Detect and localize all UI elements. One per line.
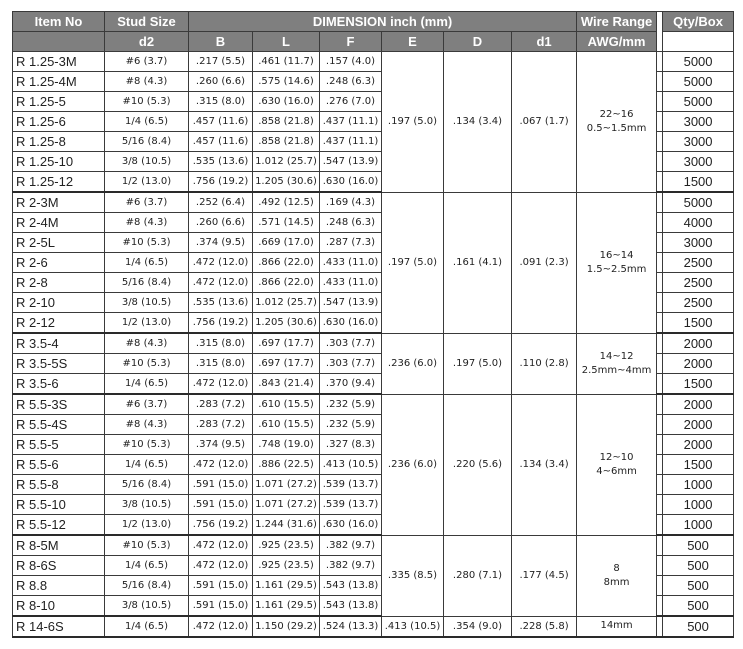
dim-b-cell: .472 (12.0) [189, 556, 253, 576]
table-row [13, 52, 734, 72]
dim-d-cell: .354 (9.0) [444, 616, 512, 637]
wire-range-line: 4~6mm [596, 465, 637, 477]
qty-box-cell: 1000 [663, 475, 734, 495]
dim-l-cell: .843 (21.4) [253, 374, 320, 395]
stud-size-cell: 1/4 (6.5) [105, 556, 189, 576]
dim-f-cell: .547 (13.9) [320, 152, 382, 172]
item-no-cell: R 8-10 [13, 596, 105, 617]
dim-d1-cell: .067 (1.7) [512, 52, 577, 193]
item-no-cell: R 1.25-6 [13, 112, 105, 132]
stud-size-cell: 1/4 (6.5) [105, 616, 189, 637]
dim-l-cell: 1.071 (27.2) [253, 495, 320, 515]
qty-box-cell: 4000 [663, 213, 734, 233]
dim-f-cell: .327 (8.3) [320, 435, 382, 455]
qty-box-cell: 500 [663, 535, 734, 556]
stud-size-cell: 1/4 (6.5) [105, 253, 189, 273]
dim-d1-cell: .177 (4.5) [512, 535, 577, 616]
item-no-cell: R 2-5L [13, 233, 105, 253]
dim-b-cell: .591 (15.0) [189, 576, 253, 596]
header-B: B [189, 32, 253, 52]
stud-size-cell: #10 (5.3) [105, 233, 189, 253]
table-row [13, 333, 734, 354]
qty-box-cell: 1500 [663, 374, 734, 395]
dim-d-cell: .197 (5.0) [444, 333, 512, 394]
item-no-cell: R 1.25-5 [13, 92, 105, 112]
item-no-cell: R 2-6 [13, 253, 105, 273]
dim-b-cell: .472 (12.0) [189, 374, 253, 395]
qty-box-cell: 3000 [663, 233, 734, 253]
dim-b-cell: .374 (9.5) [189, 435, 253, 455]
dim-l-cell: .858 (21.8) [253, 132, 320, 152]
qty-box-cell: 2000 [663, 394, 734, 415]
stud-size-cell: 1/4 (6.5) [105, 112, 189, 132]
header-d1: d1 [512, 32, 577, 52]
stud-size-cell: 1/4 (6.5) [105, 455, 189, 475]
table-row [13, 616, 734, 637]
dim-e-cell: .335 (8.5) [382, 535, 444, 616]
wire-range-line: 14~12 [599, 350, 634, 362]
stud-size-cell: #6 (3.7) [105, 52, 189, 72]
dim-b-cell: .535 (13.6) [189, 293, 253, 313]
header-row-sub [13, 32, 734, 52]
dim-l-cell: 1.205 (30.6) [253, 313, 320, 334]
wire-range-cell [577, 192, 657, 333]
dim-b-cell: .283 (7.2) [189, 415, 253, 435]
dim-b-cell: .591 (15.0) [189, 495, 253, 515]
dim-f-cell: .630 (16.0) [320, 313, 382, 334]
stud-size-cell: 5/16 (8.4) [105, 273, 189, 293]
dim-l-cell: 1.012 (25.7) [253, 293, 320, 313]
header-d2: d2 [105, 32, 189, 52]
dim-e-cell: .236 (6.0) [382, 333, 444, 394]
item-no-cell: R 5.5-3S [13, 394, 105, 415]
dim-b-cell: .472 (12.0) [189, 455, 253, 475]
dim-l-cell: .866 (22.0) [253, 253, 320, 273]
dim-b-cell: .457 (11.6) [189, 132, 253, 152]
header-F: F [320, 32, 382, 52]
dim-f-cell: .382 (9.7) [320, 535, 382, 556]
wire-range-line: 16~14 [599, 249, 634, 261]
stud-size-cell: #10 (5.3) [105, 354, 189, 374]
qty-box-cell: 3000 [663, 152, 734, 172]
dim-b-cell: .756 (19.2) [189, 172, 253, 193]
qty-box-cell: 500 [663, 556, 734, 576]
qty-box-cell: 2500 [663, 253, 734, 273]
wire-range-line: 22~16 [599, 108, 634, 120]
wire-range-cell [577, 394, 657, 535]
stud-size-cell: 1/2 (13.0) [105, 313, 189, 334]
item-no-cell: R 1.25-8 [13, 132, 105, 152]
dim-d1-cell: .110 (2.8) [512, 333, 577, 394]
terminal-spec-table [12, 11, 734, 638]
dim-f-cell: .630 (16.0) [320, 172, 382, 193]
dim-b-cell: .283 (7.2) [189, 394, 253, 415]
dim-f-cell: .169 (4.3) [320, 192, 382, 213]
wire-range-line: 2.5mm~4mm [581, 364, 652, 376]
stud-size-cell: 3/8 (10.5) [105, 596, 189, 617]
item-no-cell: R 5.5-5 [13, 435, 105, 455]
item-no-cell: R 14-6S [13, 616, 105, 637]
dim-l-cell: .748 (19.0) [253, 435, 320, 455]
stud-size-cell: #8 (4.3) [105, 415, 189, 435]
qty-box-cell: 2000 [663, 333, 734, 354]
wire-range-line: 8mm [603, 576, 630, 588]
wire-range-cell [577, 333, 657, 394]
qty-box-cell: 2000 [663, 354, 734, 374]
dim-b-cell: .260 (6.6) [189, 213, 253, 233]
dim-l-cell: 1.071 (27.2) [253, 475, 320, 495]
dim-f-cell: .437 (11.1) [320, 112, 382, 132]
qty-box-cell: 2500 [663, 293, 734, 313]
stud-size-cell: 3/8 (10.5) [105, 495, 189, 515]
item-no-cell: R 2-10 [13, 293, 105, 313]
qty-box-cell: 3000 [663, 132, 734, 152]
dim-l-cell: .492 (12.5) [253, 192, 320, 213]
wire-range-cell [577, 616, 657, 637]
stud-size-cell: 1/2 (13.0) [105, 515, 189, 536]
qty-box-cell: 5000 [663, 192, 734, 213]
dim-d-cell: .161 (4.1) [444, 192, 512, 333]
qty-box-cell: 1500 [663, 172, 734, 193]
dim-b-cell: .756 (19.2) [189, 313, 253, 334]
item-no-cell: R 5.5-4S [13, 415, 105, 435]
dim-f-cell: .539 (13.7) [320, 475, 382, 495]
header-row-main [13, 12, 734, 32]
qty-box-cell: 500 [663, 616, 734, 637]
dim-f-cell: .547 (13.9) [320, 293, 382, 313]
qty-box-cell: 1000 [663, 495, 734, 515]
wire-range-cell [577, 535, 657, 616]
table-row [13, 535, 734, 556]
dim-f-cell: .303 (7.7) [320, 333, 382, 354]
qty-box-cell: 1500 [663, 455, 734, 475]
dim-f-cell: .232 (5.9) [320, 415, 382, 435]
dim-f-cell: .276 (7.0) [320, 92, 382, 112]
header-wire-range: Wire Range [577, 12, 657, 32]
dim-l-cell: .925 (23.5) [253, 535, 320, 556]
header-E: E [382, 32, 444, 52]
header-qty-box: Qty/Box [663, 12, 734, 32]
item-no-cell: R 5.5-6 [13, 455, 105, 475]
dim-b-cell: .315 (8.0) [189, 333, 253, 354]
dim-l-cell: 1.150 (29.2) [253, 616, 320, 637]
stud-size-cell: 1/4 (6.5) [105, 374, 189, 395]
item-no-cell: R 8-6S [13, 556, 105, 576]
qty-box-cell: 500 [663, 596, 734, 617]
item-no-cell: R 1.25-12 [13, 172, 105, 193]
dim-f-cell: .287 (7.3) [320, 233, 382, 253]
dim-e-cell: .236 (6.0) [382, 394, 444, 535]
qty-box-cell: 5000 [663, 52, 734, 72]
wire-range-line: 1.5~2.5mm [586, 263, 647, 275]
dim-f-cell: .543 (13.8) [320, 596, 382, 617]
wire-range-line: 14mm [600, 620, 633, 632]
header-item-no: Item No [13, 12, 105, 32]
stud-size-cell: #8 (4.3) [105, 213, 189, 233]
dim-b-cell: .535 (13.6) [189, 152, 253, 172]
dim-f-cell: .413 (10.5) [320, 455, 382, 475]
dim-f-cell: .524 (13.3) [320, 616, 382, 637]
dim-l-cell: .858 (21.8) [253, 112, 320, 132]
dim-b-cell: .472 (12.0) [189, 616, 253, 637]
header-L: L [253, 32, 320, 52]
dim-b-cell: .591 (15.0) [189, 596, 253, 617]
qty-box-cell: 1500 [663, 313, 734, 334]
header-awg: AWG/mm [577, 32, 657, 52]
table-row [13, 394, 734, 415]
stud-size-cell: 1/2 (13.0) [105, 172, 189, 193]
stud-size-cell: 5/16 (8.4) [105, 132, 189, 152]
header-dimension: DIMENSION inch (mm) [189, 12, 577, 32]
dim-d1-cell: .091 (2.3) [512, 192, 577, 333]
item-no-cell: R 1.25-10 [13, 152, 105, 172]
stud-size-cell: 5/16 (8.4) [105, 576, 189, 596]
dim-l-cell: 1.161 (29.5) [253, 596, 320, 617]
dim-b-cell: .457 (11.6) [189, 112, 253, 132]
dim-b-cell: .591 (15.0) [189, 475, 253, 495]
header-item-blank [13, 32, 105, 52]
dim-l-cell: .866 (22.0) [253, 273, 320, 293]
stud-size-cell: #8 (4.3) [105, 72, 189, 92]
dim-b-cell: .472 (12.0) [189, 535, 253, 556]
stud-size-cell: #10 (5.3) [105, 535, 189, 556]
dim-f-cell: .382 (9.7) [320, 556, 382, 576]
item-no-cell: R 2-12 [13, 313, 105, 334]
dim-l-cell: .925 (23.5) [253, 556, 320, 576]
stud-size-cell: 3/8 (10.5) [105, 293, 189, 313]
dim-f-cell: .232 (5.9) [320, 394, 382, 415]
dim-b-cell: .756 (19.2) [189, 515, 253, 536]
dim-l-cell: 1.161 (29.5) [253, 576, 320, 596]
item-no-cell: R 3.5-5S [13, 354, 105, 374]
dim-d-cell: .280 (7.1) [444, 535, 512, 616]
dim-l-cell: 1.205 (30.6) [253, 172, 320, 193]
dim-e-cell: .413 (10.5) [382, 616, 444, 637]
wire-range-line: 0.5~1.5mm [586, 122, 647, 134]
wire-range-line: 8 [613, 562, 620, 574]
dim-l-cell: .610 (15.5) [253, 415, 320, 435]
dim-b-cell: .217 (5.5) [189, 52, 253, 72]
stud-size-cell: 5/16 (8.4) [105, 475, 189, 495]
qty-box-cell: 3000 [663, 112, 734, 132]
dim-d1-cell: .228 (5.8) [512, 616, 577, 637]
qty-box-cell: 1000 [663, 515, 734, 536]
dim-b-cell: .260 (6.6) [189, 72, 253, 92]
dim-f-cell: .370 (9.4) [320, 374, 382, 395]
stud-size-cell: #6 (3.7) [105, 192, 189, 213]
dim-f-cell: .248 (6.3) [320, 213, 382, 233]
dim-l-cell: 1.244 (31.6) [253, 515, 320, 536]
item-no-cell: R 5.5-8 [13, 475, 105, 495]
dim-f-cell: .157 (4.0) [320, 52, 382, 72]
dim-e-cell: .197 (5.0) [382, 192, 444, 333]
dim-f-cell: .437 (11.1) [320, 132, 382, 152]
dim-b-cell: .472 (12.0) [189, 273, 253, 293]
item-no-cell: R 5.5-10 [13, 495, 105, 515]
qty-box-cell: 5000 [663, 92, 734, 112]
dim-l-cell: .610 (15.5) [253, 394, 320, 415]
dim-d1-cell: .134 (3.4) [512, 394, 577, 535]
dim-l-cell: .669 (17.0) [253, 233, 320, 253]
item-no-cell: R 3.5-6 [13, 374, 105, 395]
qty-box-cell: 2000 [663, 415, 734, 435]
qty-box-cell: 2500 [663, 273, 734, 293]
dim-f-cell: .248 (6.3) [320, 72, 382, 92]
dim-l-cell: .697 (17.7) [253, 354, 320, 374]
item-no-cell: R 2-8 [13, 273, 105, 293]
dim-l-cell: 1.012 (25.7) [253, 152, 320, 172]
dim-l-cell: .575 (14.6) [253, 72, 320, 92]
dim-b-cell: .252 (6.4) [189, 192, 253, 213]
dim-f-cell: .303 (7.7) [320, 354, 382, 374]
item-no-cell: R 1.25-4M [13, 72, 105, 92]
dim-l-cell: .886 (22.5) [253, 455, 320, 475]
item-no-cell: R 8-5M [13, 535, 105, 556]
dim-l-cell: .630 (16.0) [253, 92, 320, 112]
table-body [13, 52, 734, 638]
dim-d-cell: .134 (3.4) [444, 52, 512, 193]
item-no-cell: R 2-3M [13, 192, 105, 213]
header-qty-blank [663, 32, 734, 52]
table-row [13, 192, 734, 213]
stud-size-cell: 3/8 (10.5) [105, 152, 189, 172]
wire-range-line: 12~10 [599, 451, 634, 463]
stud-size-cell: #6 (3.7) [105, 394, 189, 415]
qty-box-cell: 2000 [663, 435, 734, 455]
qty-box-cell: 5000 [663, 72, 734, 92]
dim-d-cell: .220 (5.6) [444, 394, 512, 535]
item-no-cell: R 3.5-4 [13, 333, 105, 354]
dim-l-cell: .461 (11.7) [253, 52, 320, 72]
dim-b-cell: .315 (8.0) [189, 354, 253, 374]
header-stud-size: Stud Size [105, 12, 189, 32]
dim-f-cell: .543 (13.8) [320, 576, 382, 596]
stud-size-cell: #10 (5.3) [105, 92, 189, 112]
dim-l-cell: .697 (17.7) [253, 333, 320, 354]
item-no-cell: R 5.5-12 [13, 515, 105, 536]
stud-size-cell: #8 (4.3) [105, 333, 189, 354]
dim-f-cell: .433 (11.0) [320, 273, 382, 293]
dim-f-cell: .539 (13.7) [320, 495, 382, 515]
item-no-cell: R 1.25-3M [13, 52, 105, 72]
dim-b-cell: .472 (12.0) [189, 253, 253, 273]
dim-b-cell: .315 (8.0) [189, 92, 253, 112]
item-no-cell: R 2-4M [13, 213, 105, 233]
dim-f-cell: .433 (11.0) [320, 253, 382, 273]
header-D: D [444, 32, 512, 52]
stud-size-cell: #10 (5.3) [105, 435, 189, 455]
wire-range-cell [577, 52, 657, 193]
dim-f-cell: .630 (16.0) [320, 515, 382, 536]
dim-e-cell: .197 (5.0) [382, 52, 444, 193]
dim-b-cell: .374 (9.5) [189, 233, 253, 253]
dim-l-cell: .571 (14.5) [253, 213, 320, 233]
item-no-cell: R 8.8 [13, 576, 105, 596]
qty-box-cell: 500 [663, 576, 734, 596]
